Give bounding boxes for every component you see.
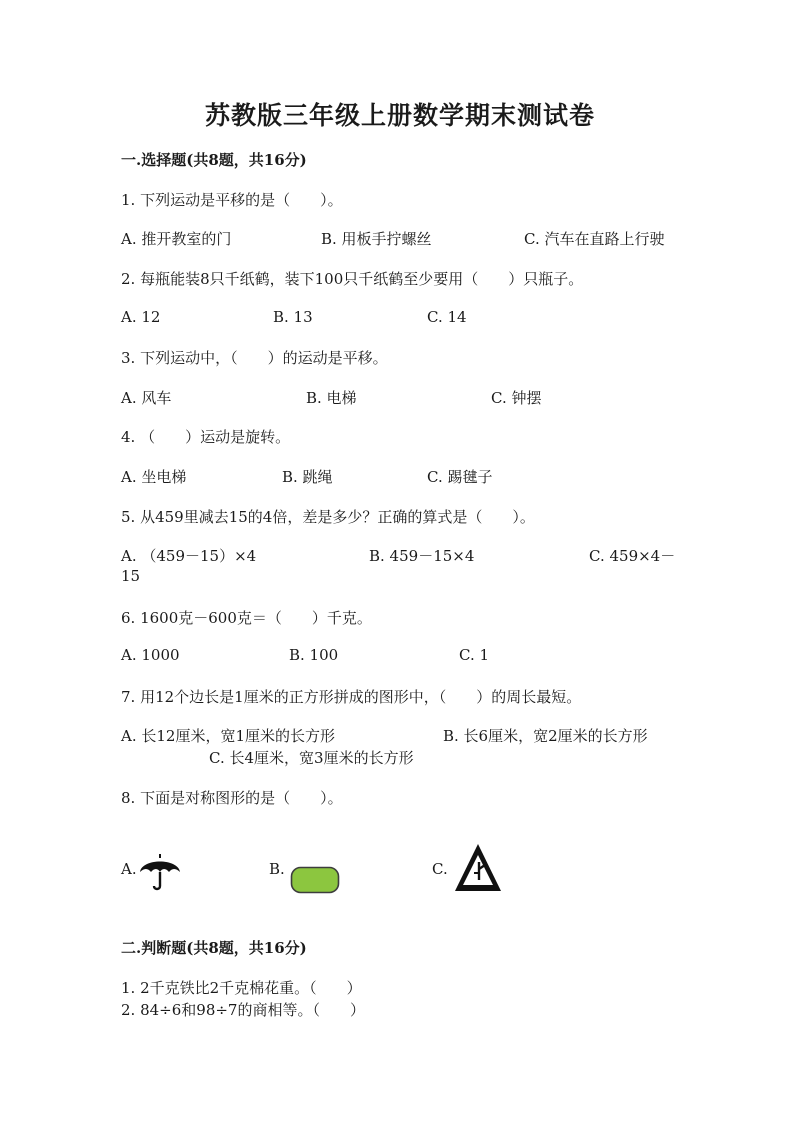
option-7c: C. 长4厘米，宽3厘米的长方形 bbox=[209, 749, 414, 767]
section-heading-choice: 一.选择题(共8题，共16分) bbox=[121, 151, 307, 169]
option-5b: B. 459－15×4 bbox=[369, 547, 475, 565]
option-4a: A. 坐电梯 bbox=[121, 468, 187, 486]
option-7b: B. 长6厘米，宽2厘米的长方形 bbox=[443, 727, 648, 745]
question-4: 4. （ ）运动是旋转。 bbox=[121, 428, 291, 446]
question-2: 2. 每瓶能装8只千纸鹤，装下100只千纸鹤至少要用（ ）只瓶子。 bbox=[121, 270, 584, 288]
option-6c: C. 1 bbox=[459, 646, 490, 664]
green-rounded-rectangle-icon bbox=[290, 866, 340, 898]
page-title: 苏教版三年级上册数学期末测试卷 bbox=[204, 101, 595, 130]
option-2c: C. 14 bbox=[427, 308, 467, 326]
judgment-1: 1. 2千克铁比2千克棉花重。（ ） bbox=[121, 979, 362, 997]
umbrella-icon bbox=[138, 850, 182, 898]
option-3c: C. 钟摆 bbox=[491, 389, 542, 407]
question-6: 6. 1600克－600克＝（ ）千克。 bbox=[121, 609, 372, 627]
option-1a: A. 推开教室的门 bbox=[121, 230, 232, 248]
option-3a: A. 风车 bbox=[121, 389, 172, 407]
option-6a: A. 1000 bbox=[121, 646, 180, 664]
option-8b: B. bbox=[269, 860, 285, 878]
section-heading-judgment: 二.判断题(共8题，共16分) bbox=[121, 939, 307, 957]
option-2b: B. 13 bbox=[273, 308, 313, 326]
option-2a: A. 12 bbox=[121, 308, 161, 326]
judgment-2: 2. 84÷6和98÷7的商相等。（ ） bbox=[121, 1001, 365, 1019]
warning-triangle-icon bbox=[453, 842, 503, 898]
question-3: 3. 下列运动中，（ ）的运动是平移。 bbox=[121, 349, 388, 367]
option-4b: B. 跳绳 bbox=[282, 468, 333, 486]
option-8a: A. bbox=[121, 860, 137, 878]
question-1: 1. 下列运动是平移的是（ ）。 bbox=[121, 191, 343, 209]
question-8: 8. 下面是对称图形的是（ ）。 bbox=[121, 789, 343, 807]
option-8c: C. bbox=[432, 860, 448, 878]
question-5: 5. 从459里减去15的4倍，差是多少？正确的算式是（ ）。 bbox=[121, 508, 535, 526]
option-7a: A. 长12厘米，宽1厘米的长方形 bbox=[121, 727, 336, 745]
option-6b: B. 100 bbox=[289, 646, 339, 664]
option-1c: C. 汽车在直路上行驶 bbox=[524, 230, 665, 248]
option-5c: C. 459×4－ bbox=[589, 547, 676, 565]
option-5c-continued: 15 bbox=[121, 567, 141, 585]
option-5a: A. （459－15）×4 bbox=[121, 547, 257, 565]
option-1b: B. 用板手拧螺丝 bbox=[321, 230, 432, 248]
option-3b: B. 电梯 bbox=[306, 389, 357, 407]
question-7: 7. 用12个边长是1厘米的正方形拼成的图形中，（ ）的周长最短。 bbox=[121, 688, 582, 706]
option-4c: C. 踢毽子 bbox=[427, 468, 493, 486]
